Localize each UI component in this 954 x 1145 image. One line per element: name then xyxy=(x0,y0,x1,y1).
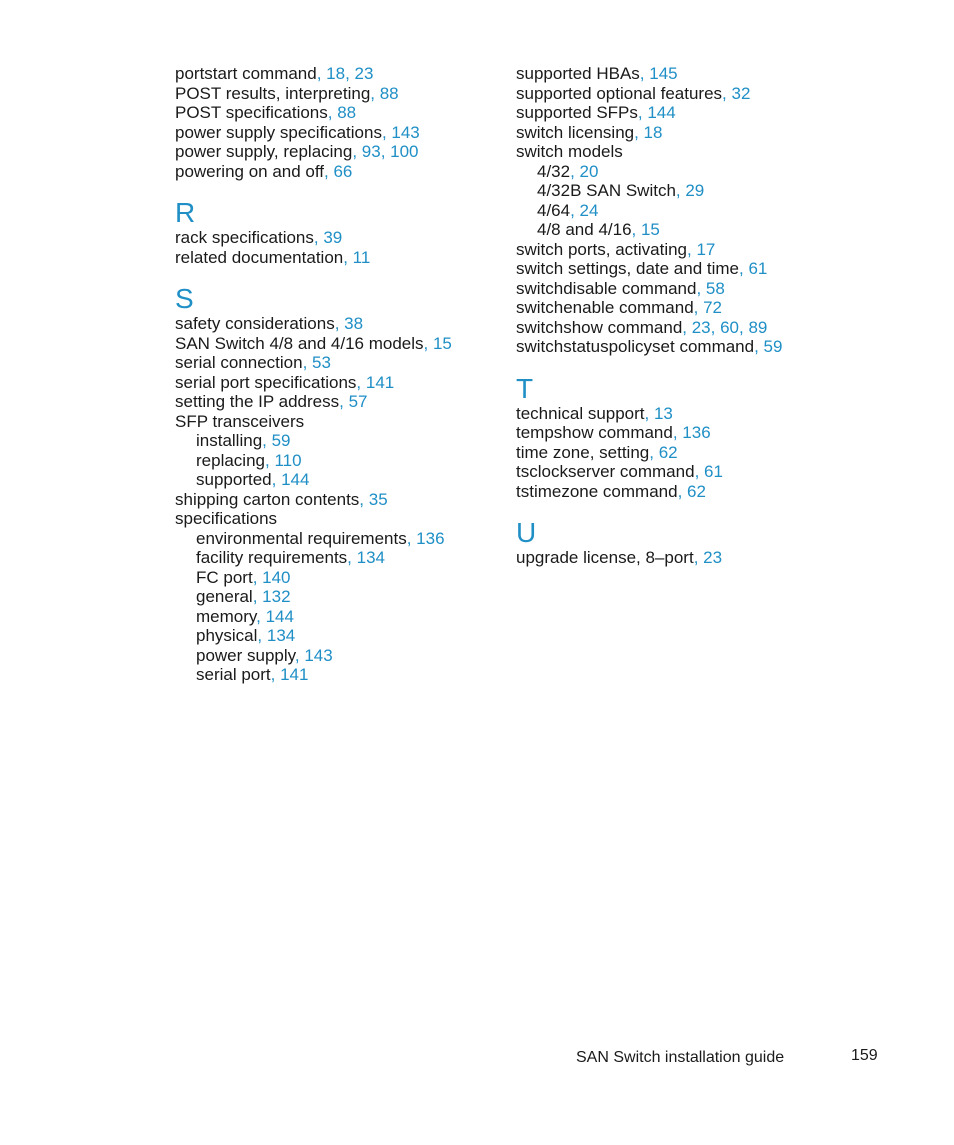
index-section-t xyxy=(516,374,846,502)
index-term: specifications xyxy=(175,509,278,528)
index-entry-portstart-command xyxy=(175,64,505,84)
page-reference-link[interactable]: , 72 xyxy=(693,298,723,317)
index-term: FC port xyxy=(196,567,253,587)
index-term: memory xyxy=(196,606,257,626)
page-reference-link[interactable]: , 93, 100 xyxy=(352,142,419,161)
page-reference-link[interactable]: , 143 xyxy=(381,122,420,142)
page-reference-link[interactable]: , 17 xyxy=(687,239,716,259)
index-term: 4/8 and 4/16 xyxy=(537,220,632,239)
index-term: power supply, replacing xyxy=(175,142,353,161)
index-term: shipping carton contents xyxy=(175,489,360,509)
page-reference-link[interactable]: , 140 xyxy=(252,567,291,587)
page-reference-link[interactable]: , 20 xyxy=(570,161,599,181)
page-reference-link[interactable]: , 59 xyxy=(262,431,291,450)
page-reference-link[interactable]: , 88 xyxy=(327,103,357,122)
page-reference-link[interactable]: , 15 xyxy=(423,333,452,353)
footer-document-title: SAN Switch installation guide xyxy=(576,1049,785,1066)
page-reference-link[interactable]: , 136 xyxy=(406,528,445,548)
page-reference-link[interactable]: , 141 xyxy=(356,372,395,392)
index-entry-switchstatuspolicyset-command xyxy=(516,337,846,357)
page-reference-link[interactable]: , 143 xyxy=(294,645,333,665)
page-reference-link[interactable]: , 23 xyxy=(693,548,723,567)
index-entry-safety-considerations xyxy=(175,314,505,334)
page-reference-link[interactable]: , 141 xyxy=(270,665,309,684)
section-letter-heading: R xyxy=(175,197,196,228)
page-reference-link[interactable]: , 59 xyxy=(754,337,783,356)
index-term: switch models xyxy=(516,142,623,161)
index-entry-tstimezone-command xyxy=(516,482,846,502)
index-entry-switchdisable-command xyxy=(516,279,846,299)
page-reference-link[interactable]: , 38 xyxy=(334,314,364,333)
index-term: portstart command xyxy=(175,64,317,83)
index-entry-rack-specifications xyxy=(175,228,505,248)
page-reference-link[interactable]: , 23, 60, 89 xyxy=(682,317,768,337)
index-term: serial port specifications xyxy=(175,372,357,392)
page-reference-link[interactable]: , 134 xyxy=(347,548,385,567)
index-subentry-fc-port xyxy=(175,568,505,588)
index-entry-serial-connection xyxy=(175,353,505,373)
index-entry-switch-licensing xyxy=(516,123,846,143)
index-entry-sfp-transceivers xyxy=(175,412,505,432)
index-entry-supported-hbas xyxy=(516,64,846,84)
index-term: 4/32 xyxy=(537,161,571,181)
index-entry-powering-on-and-off xyxy=(175,162,505,182)
index-term: tsclockserver command xyxy=(516,462,695,481)
index-section-s xyxy=(175,284,505,685)
index-term: powering on and off xyxy=(175,161,325,181)
index-term: supported HBAs xyxy=(516,64,640,83)
index-term: safety considerations xyxy=(175,314,335,333)
index-term: POST results, interpreting xyxy=(175,83,371,103)
index-entry-time-zone-setting xyxy=(516,443,846,463)
index-term: supported xyxy=(196,470,272,489)
index-term: power supply specifications xyxy=(175,122,382,142)
section-letter-heading: S xyxy=(175,283,194,314)
page-reference-link[interactable]: , 66 xyxy=(324,161,353,181)
page-reference-link[interactable]: , 144 xyxy=(256,606,294,626)
index-entry-serial-port-specifications xyxy=(175,373,505,393)
index-term: 4/64 xyxy=(537,200,571,220)
index-subentry-serial-port xyxy=(175,665,505,685)
index-subentry-facility-requirements xyxy=(175,548,505,568)
index-subentry-4-32b-san-switch xyxy=(516,181,846,201)
page-reference-link[interactable]: , 57 xyxy=(339,392,368,411)
index-term: switchenable command xyxy=(516,298,694,317)
index-term: technical support xyxy=(516,403,645,423)
index-term: installing xyxy=(196,431,263,450)
index-term: replacing xyxy=(196,450,265,470)
index-entry-tsclockserver-command xyxy=(516,462,846,482)
index-subentry-power-supply xyxy=(175,646,505,666)
index-subentry-supported xyxy=(175,470,505,490)
index-subentry-physical xyxy=(175,626,505,646)
index-term: POST specifications xyxy=(175,103,328,122)
index-entry-shipping-carton-contents xyxy=(175,490,505,510)
index-section-r xyxy=(175,198,505,267)
index-subentry-general xyxy=(175,587,505,607)
section-letter-heading: T xyxy=(516,372,534,404)
index-entry-related-documentation xyxy=(175,248,505,268)
index-term: SAN Switch 4/8 and 4/16 models xyxy=(175,333,424,353)
page-reference-link[interactable]: , 18, 23 xyxy=(316,64,374,83)
index-subentry-memory xyxy=(175,607,505,627)
page-reference-link[interactable]: , 136 xyxy=(672,423,711,442)
index-term: setting the IP address xyxy=(175,392,340,411)
page-reference-link[interactable]: , 39 xyxy=(313,228,343,247)
index-entry-san-switch-4-8-and-4-16-models xyxy=(175,334,505,354)
index-term: switchshow command xyxy=(516,317,683,337)
index-term: general xyxy=(196,587,253,606)
index-entry-switch-ports-activating xyxy=(516,240,846,260)
index-entry-tempshow-command xyxy=(516,423,846,443)
index-term: supported SFPs xyxy=(516,103,638,122)
index-subentry-4-32 xyxy=(516,162,846,182)
index-term: tstimezone command xyxy=(516,481,678,501)
index-term: environmental requirements xyxy=(196,528,407,548)
index-column-right xyxy=(516,64,846,568)
index-entry-power-supply-specifications xyxy=(175,123,505,143)
index-entry-supported-sfps xyxy=(516,103,846,123)
index-term: SFP transceivers xyxy=(175,411,305,431)
page-reference-link[interactable]: , 61 xyxy=(739,259,768,278)
index-entry-setting-the-ip-address xyxy=(175,392,505,412)
index-entry-upgrade-license-8-port xyxy=(516,548,846,568)
index-term: tempshow command xyxy=(516,423,673,442)
index-entry-switch-models xyxy=(516,142,846,162)
index-entry-switchshow-command xyxy=(516,318,846,338)
page-reference-link[interactable]: , 110 xyxy=(265,450,302,470)
index-term: switchstatuspolicyset command xyxy=(516,337,755,356)
index-subentry-replacing xyxy=(175,451,505,471)
index-entry-power-supply-replacing xyxy=(175,142,505,162)
index-subentry-installing xyxy=(175,431,505,451)
page-reference-link[interactable]: , 24 xyxy=(570,200,599,220)
index-term: rack specifications xyxy=(175,228,314,247)
page-reference-link[interactable]: , 18 xyxy=(634,122,663,142)
index-section-continued xyxy=(516,64,846,357)
index-subentry-4-64 xyxy=(516,201,846,221)
index-section-continued xyxy=(175,64,505,181)
index-entry-supported-optional-features xyxy=(516,84,846,104)
index-entry-switch-settings-date-and-time xyxy=(516,259,846,279)
index-term: switchdisable command xyxy=(516,278,697,298)
index-entry-switchenable-command xyxy=(516,298,846,318)
page-reference-link[interactable]: , 35 xyxy=(359,489,388,509)
index-term: supported optional features xyxy=(516,83,723,103)
index-term: power supply xyxy=(196,645,295,665)
page-reference-link[interactable]: , 53 xyxy=(302,353,331,372)
page-reference-link[interactable]: , 15 xyxy=(631,220,660,239)
index-term: serial port xyxy=(196,665,271,684)
page-reference-link[interactable]: , 88 xyxy=(370,83,399,103)
page-reference-link[interactable]: , 144 xyxy=(271,470,310,489)
index-entry-specifications xyxy=(175,509,505,529)
index-subentry-environmental-requirements xyxy=(175,529,505,549)
page-reference-link[interactable]: , 58 xyxy=(696,278,725,298)
index-term: time zone, setting xyxy=(516,442,650,462)
index-column-left xyxy=(175,64,505,685)
page-reference-link[interactable]: , 145 xyxy=(639,64,678,83)
index-entry-post-results-interpreting xyxy=(175,84,505,104)
page-reference-link[interactable]: , 144 xyxy=(637,103,676,122)
index-term: switch licensing xyxy=(516,122,635,142)
page-reference-link[interactable]: , 13 xyxy=(644,403,673,423)
index-term: facility requirements xyxy=(196,548,348,567)
index-term: switch settings, date and time xyxy=(516,259,740,278)
page-reference-link[interactable]: , 32 xyxy=(722,83,751,103)
page-reference-link[interactable]: , 29 xyxy=(675,181,705,200)
index-entry-post-specifications xyxy=(175,103,505,123)
index-term: serial connection xyxy=(175,353,303,372)
index-term: related documentation xyxy=(175,247,344,267)
page-reference-link[interactable]: , 62 xyxy=(649,442,678,462)
page-reference-link[interactable]: , 61 xyxy=(694,462,723,481)
index-term: 4/32B SAN Switch xyxy=(537,181,676,200)
index-term: upgrade license, 8–port xyxy=(516,548,694,567)
page-reference-link[interactable]: , 11 xyxy=(343,247,371,267)
index-subentry-4-8-and-4-16 xyxy=(516,220,846,240)
page-number: 159 xyxy=(851,1047,878,1064)
index-entry-technical-support xyxy=(516,404,846,424)
index-section-u xyxy=(516,518,846,568)
index-term: switch ports, activating xyxy=(516,239,688,259)
page-reference-link[interactable]: , 134 xyxy=(257,626,296,645)
section-letter-heading: U xyxy=(516,517,537,548)
page-reference-link[interactable]: , 132 xyxy=(252,587,291,606)
page-reference-link[interactable]: , 62 xyxy=(677,481,706,501)
index-term: physical xyxy=(196,626,258,645)
